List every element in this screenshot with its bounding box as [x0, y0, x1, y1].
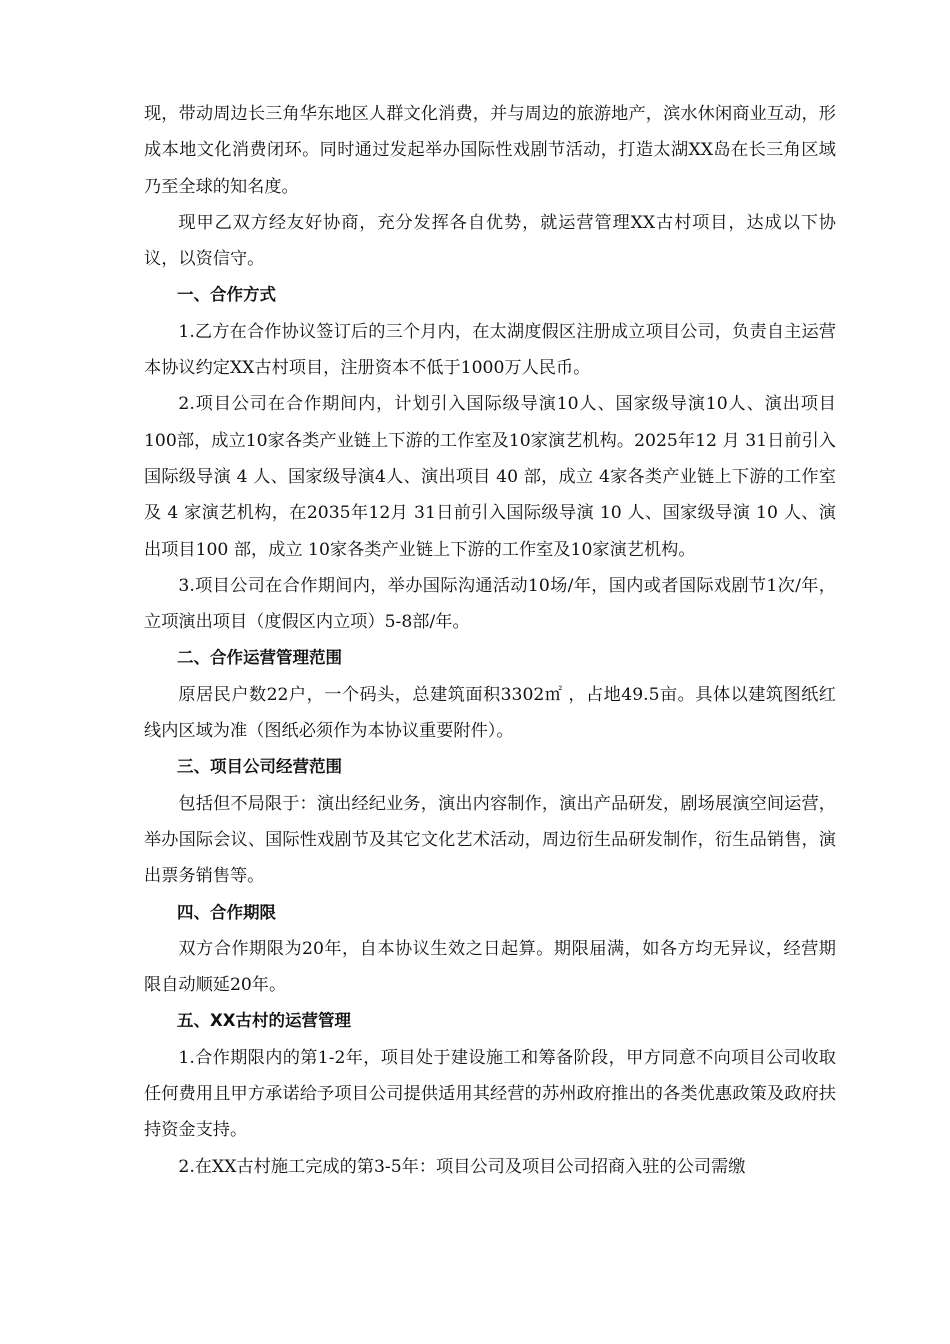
section-heading: 二、合作运营管理范围 — [177, 648, 342, 668]
paragraph: 包括但不局限于：演出经纪业务，演出内容制作，演出产品研发，剧场展演空间运营，举办国际会议、国际性戏剧节及其它文化艺术活动，周边衍生品研发制作，衍生品销售，演出票务销售等。 — [144, 793, 836, 887]
paragraph: 原居民户数22户，一个码头，总建筑面积3302㎡ ，占地49.5亩。具体以建筑图纸红线内区域为准（图纸必须作为本协议重要附件）。 — [144, 684, 836, 742]
paragraph: 双方合作期限为20年，自本协议生效之日起算。期限届满，如各方均无异议，经营期限自动顺延20年。 — [144, 938, 836, 996]
section-heading: 一、合作方式 — [177, 285, 276, 305]
paragraph: 1.合作期限内的第1-2年，项目处于建设施工和筹备阶段，甲方同意不向项目公司收取任何费用且甲方承诺给予项目公司提供适用其经营的苏州政府推出的各类优惠政策及政府扶持资金支持。 — [144, 1047, 836, 1141]
section-heading: 三、项目公司经营范围 — [177, 757, 342, 777]
paragraph: 1.乙方在合作协议签订后的三个月内，在太湖度假区注册成立项目公司，负责自主运营本协议约定XX古村项目，注册资本不低于1000万人民币。 — [144, 321, 836, 379]
paragraph: 现甲乙双方经友好协商，充分发挥各自优势，就运营管理XX古村项目，达成以下协议，以资信守。 — [144, 212, 836, 270]
section-heading: 五、XX古村的运营管理 — [177, 1011, 351, 1031]
paragraph: 现，带动周边长三角华东地区人群文化消费，并与周边的旅游地产，滨水休闲商业互动，形成本地文化消费闭环。同时通过发起举办国际性戏剧节活动，打造太湖XX岛在长三角区域乃至全球的知名度。 — [144, 104, 836, 197]
paragraph: 2.在XX古村施工完成的第3-5年：项目公司及项目公司招商入驻的公司需缴 — [178, 1156, 746, 1177]
document-page — [144, 96, 836, 1185]
paragraph: 2.项目公司在合作期间内，计划引入国际级导演10人、国家级导演10人、演出项目100部，成立10家各类产业链上下游的工作室及10家演艺机构。2025年12 月 31日前引入国际级导演 4 人、国家级导演4人、演出项目 40 部，成立 4家各类产业链上下游的工作室及 4 家演艺机构，在2035年12月 31日前引入国际级导演 10 人、国家级导演 10 人、演出项目100 部，成立 10家各类产业链上下游的工作室及10家演艺机构。 — [144, 394, 836, 560]
paragraph: 3.项目公司在合作期间内，举办国际沟通活动10场/年，国内或者国际戏剧节1次/年，立项演出项目（度假区内立项）5-8部/年。 — [144, 575, 836, 633]
section-heading: 四、合作期限 — [177, 902, 276, 922]
